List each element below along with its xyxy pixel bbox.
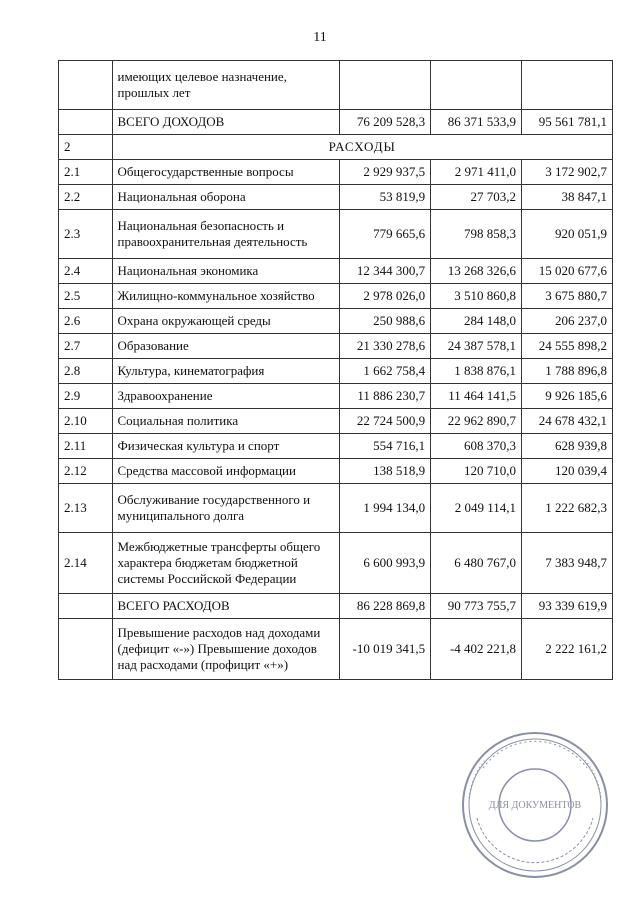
seal-text: ДЛЯ ДОКУМЕНТОВ — [488, 800, 582, 811]
row-value-3: 920 051,9 — [522, 210, 613, 259]
table-row — [59, 359, 613, 384]
row-code: 2.3 — [59, 210, 113, 259]
row-name: Общегосударственные вопросы — [112, 160, 339, 185]
table-row — [59, 160, 613, 185]
row-name: Национальная безопасность и правоохранительная деятельность — [112, 210, 339, 259]
row-code: 2.12 — [59, 459, 113, 484]
section-label: РАСХОДЫ — [112, 135, 613, 160]
table-row — [59, 533, 613, 594]
total-income-value-1: 76 209 528,3 — [339, 110, 431, 135]
table-row — [59, 210, 613, 259]
table-row — [59, 334, 613, 359]
table-row — [59, 309, 613, 334]
row-value-1: 2 929 937,5 — [339, 160, 431, 185]
row-name: Культура, кинематография — [112, 359, 339, 384]
page-number: 11 — [313, 30, 327, 45]
balance-label: Превышение расходов над доходами (дефицит «-») Превышение доходов над расходами (профицит «+») — [112, 619, 339, 680]
row-value-1: 250 988,6 — [339, 309, 431, 334]
section-row — [59, 135, 613, 160]
table-row — [59, 259, 613, 284]
row-name: Межбюджетные трансферты общего характера бюджетам бюджетной системы Российской Федерации — [112, 533, 339, 594]
row-name: Охрана окружающей среды — [112, 309, 339, 334]
row-value-1: 53 819,9 — [339, 185, 431, 210]
row-value-3: 15 020 677,6 — [522, 259, 613, 284]
row-code: 2.10 — [59, 409, 113, 434]
balance-value-1: -10 019 341,5 — [339, 619, 431, 680]
table-row-continued — [59, 61, 613, 110]
row-value-2: 6 480 767,0 — [431, 533, 522, 594]
total-expense-value-3: 93 339 619,9 — [522, 594, 613, 619]
row-value-2: 11 464 141,5 — [431, 384, 522, 409]
total-income-row — [59, 110, 613, 135]
official-seal-stamp — [455, 728, 615, 883]
table-row — [59, 484, 613, 533]
row-value-3 — [522, 61, 613, 110]
row-value-2: 608 370,3 — [431, 434, 522, 459]
row-value-3: 3 675 880,7 — [522, 284, 613, 309]
row-name: Национальная оборона — [112, 185, 339, 210]
row-value-3: 628 939,8 — [522, 434, 613, 459]
row-value-2: 13 268 326,6 — [431, 259, 522, 284]
row-value-2: 2 049 114,1 — [431, 484, 522, 533]
row-name: Физическая культура и спорт — [112, 434, 339, 459]
row-value-1: 779 665,6 — [339, 210, 431, 259]
budget-table — [58, 60, 613, 680]
row-code: 2.11 — [59, 434, 113, 459]
row-value-1: 2 978 026,0 — [339, 284, 431, 309]
row-value-1 — [339, 61, 431, 110]
row-code: 2.14 — [59, 533, 113, 594]
table-row — [59, 384, 613, 409]
total-expense-value-1: 86 228 869,8 — [339, 594, 431, 619]
row-value-2 — [431, 61, 522, 110]
row-code: 2.8 — [59, 359, 113, 384]
row-value-2: 120 710,0 — [431, 459, 522, 484]
row-value-1: 6 600 993,9 — [339, 533, 431, 594]
row-value-1: 1 994 134,0 — [339, 484, 431, 533]
row-name: Образование — [112, 334, 339, 359]
row-code: 2.9 — [59, 384, 113, 409]
row-value-2: 3 510 860,8 — [431, 284, 522, 309]
table-row — [59, 459, 613, 484]
row-value-3: 24 555 898,2 — [522, 334, 613, 359]
row-name: Здравоохранение — [112, 384, 339, 409]
row-code: 2.7 — [59, 334, 113, 359]
row-value-2: 27 703,2 — [431, 185, 522, 210]
row-value-2: 24 387 578,1 — [431, 334, 522, 359]
row-value-2: 798 858,3 — [431, 210, 522, 259]
row-value-2: 2 971 411,0 — [431, 160, 522, 185]
row-value-1: 554 716,1 — [339, 434, 431, 459]
table-row — [59, 284, 613, 309]
row-code: 2.2 — [59, 185, 113, 210]
total-expense-row — [59, 594, 613, 619]
row-code: 2.13 — [59, 484, 113, 533]
table-row — [59, 434, 613, 459]
row-value-1: 11 886 230,7 — [339, 384, 431, 409]
section-code: 2 — [59, 135, 113, 160]
row-value-3: 9 926 185,6 — [522, 384, 613, 409]
row-value-1: 12 344 300,7 — [339, 259, 431, 284]
table-row — [59, 409, 613, 434]
row-name: Обслуживание государственного и муниципального долга — [112, 484, 339, 533]
row-name: Социальная политика — [112, 409, 339, 434]
row-value-3: 1 222 682,3 — [522, 484, 613, 533]
row-code: 2.6 — [59, 309, 113, 334]
total-income-value-3: 95 561 781,1 — [522, 110, 613, 135]
row-code — [59, 61, 113, 110]
row-value-3: 120 039,4 — [522, 459, 613, 484]
balance-value-2: -4 402 221,8 — [431, 619, 522, 680]
row-value-1: 1 662 758,4 — [339, 359, 431, 384]
balance-row — [59, 619, 613, 680]
row-value-3: 24 678 432,1 — [522, 409, 613, 434]
table-row — [59, 185, 613, 210]
row-value-2: 284 148,0 — [431, 309, 522, 334]
row-value-3: 1 788 896,8 — [522, 359, 613, 384]
row-name: имеющих целевое назначение, прошлых лет — [112, 61, 339, 110]
total-expense-label: ВСЕГО РАСХОДОВ — [112, 594, 339, 619]
total-income-label: ВСЕГО ДОХОДОВ — [112, 110, 339, 135]
row-value-3: 206 237,0 — [522, 309, 613, 334]
row-code: 2.4 — [59, 259, 113, 284]
total-expense-value-2: 90 773 755,7 — [431, 594, 522, 619]
row-value-1: 22 724 500,9 — [339, 409, 431, 434]
row-value-1: 21 330 278,6 — [339, 334, 431, 359]
row-value-3: 3 172 902,7 — [522, 160, 613, 185]
row-value-3: 7 383 948,7 — [522, 533, 613, 594]
row-value-1: 138 518,9 — [339, 459, 431, 484]
row-value-2: 1 838 876,1 — [431, 359, 522, 384]
total-income-value-2: 86 371 533,9 — [431, 110, 522, 135]
row-name: Жилищно-коммунальное хозяйство — [112, 284, 339, 309]
row-name: Средства массовой информации — [112, 459, 339, 484]
row-value-3: 38 847,1 — [522, 185, 613, 210]
balance-value-3: 2 222 161,2 — [522, 619, 613, 680]
row-value-2: 22 962 890,7 — [431, 409, 522, 434]
row-code: 2.5 — [59, 284, 113, 309]
row-code: 2.1 — [59, 160, 113, 185]
row-name: Национальная экономика — [112, 259, 339, 284]
